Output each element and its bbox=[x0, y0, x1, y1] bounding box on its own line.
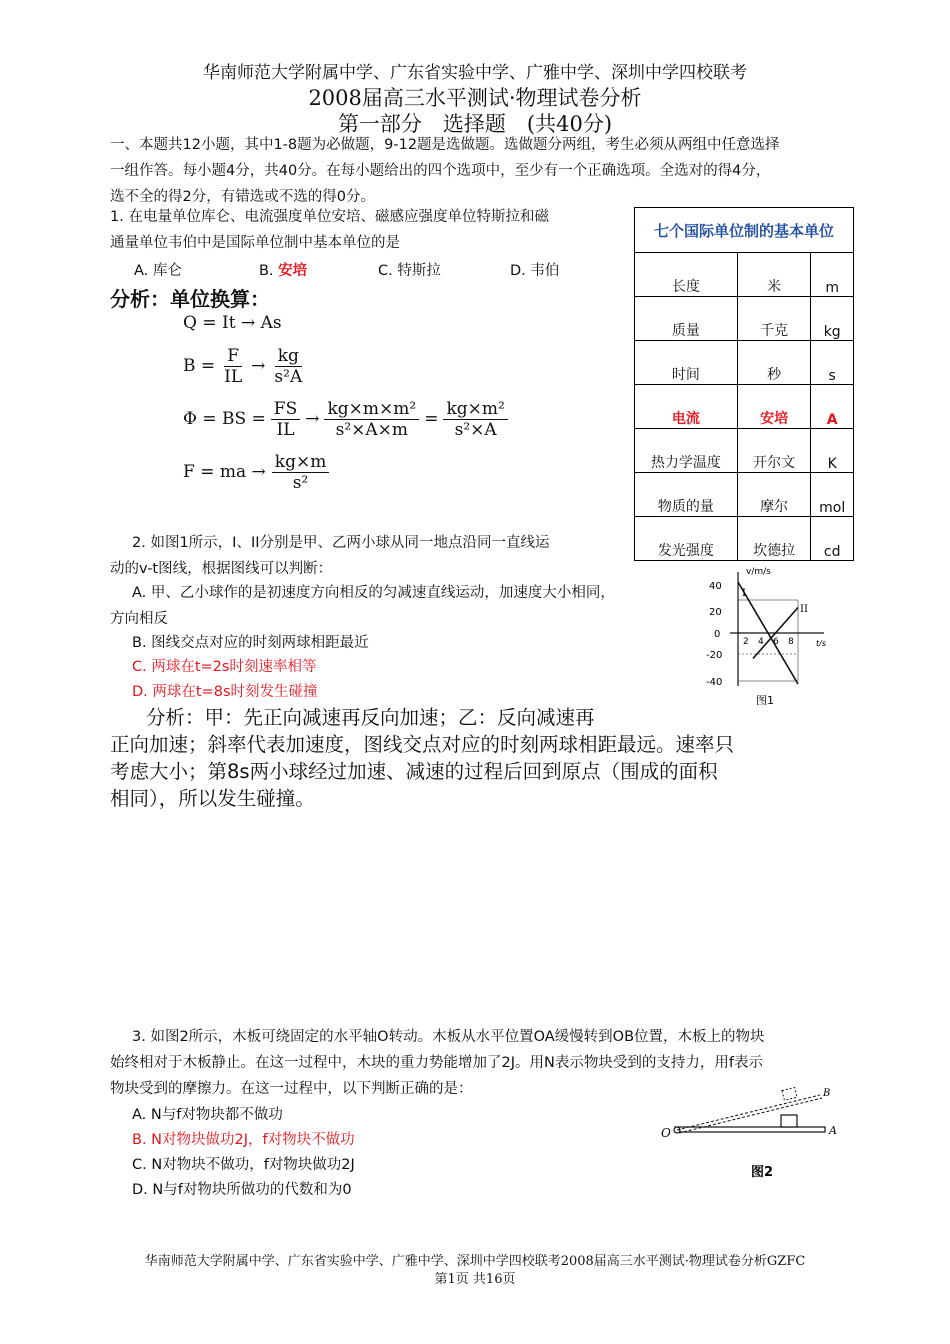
si-symbol: mol bbox=[811, 473, 854, 517]
formula-phi-num1: FS bbox=[271, 399, 300, 420]
formula-f bbox=[183, 447, 329, 497]
y-tick-label: 40 bbox=[709, 581, 722, 592]
si-quantity: 电流 bbox=[635, 385, 738, 429]
board-ob-edge bbox=[679, 1098, 822, 1133]
q3-option-b: B. N对物块做功2J，f对物块不做功 bbox=[132, 1132, 355, 1148]
question-1 bbox=[110, 204, 630, 256]
si-unit: 摩尔 bbox=[737, 473, 811, 517]
si-table-header-row bbox=[635, 208, 854, 253]
y-axis-label: v/m/s bbox=[746, 567, 771, 577]
page-number: 第1页 共16页 bbox=[434, 1272, 516, 1287]
si-symbol: s bbox=[811, 341, 854, 385]
formula-phi-den3: s²×A bbox=[454, 419, 497, 440]
y-tick-label: -40 bbox=[706, 677, 723, 688]
board-ob bbox=[677, 1095, 820, 1130]
y-tick-label: 0 bbox=[714, 629, 721, 640]
q2-option-a-line-1: A. 甲、乙小球作的是初速度方向相反的匀减速直线运动，加速度大小相同， bbox=[132, 585, 615, 601]
q1-line-1: 1. 在电量单位库仑、电流强度单位安培、磁感应强度单位特斯拉和磁 bbox=[110, 209, 549, 225]
formula-b-rfrac bbox=[271, 346, 305, 387]
intro-paragraph bbox=[110, 132, 870, 210]
q2-line-2: 动的v-t图线，根据图线可以判断： bbox=[110, 561, 333, 577]
si-table-title: 七个国际单位制的基本单位 bbox=[635, 208, 854, 253]
si-unit: 秒 bbox=[737, 341, 811, 385]
formula-b-den: IL bbox=[224, 366, 243, 387]
label-o: O bbox=[661, 1126, 671, 1140]
formula-b bbox=[183, 341, 305, 391]
si-quantity: 发光强度 bbox=[635, 517, 738, 561]
si-row bbox=[635, 517, 854, 561]
si-row bbox=[635, 341, 854, 385]
si-row bbox=[635, 253, 854, 297]
label-b: B bbox=[823, 1088, 831, 1099]
q1-line-2: 通量单位韦伯中是国际单位制中基本单位的是 bbox=[110, 235, 400, 251]
formula-phi-eq: = bbox=[424, 409, 439, 429]
q1-option-b bbox=[259, 259, 307, 280]
si-unit: 开尔文 bbox=[737, 429, 811, 473]
block bbox=[781, 1115, 797, 1127]
formula-b-rden: s²A bbox=[274, 366, 303, 387]
formula-b-arrow: → bbox=[251, 356, 266, 376]
si-symbol: kg bbox=[811, 297, 854, 341]
q2-option-d: D. 两球在t=8s时刻发生碰撞 bbox=[132, 684, 318, 700]
q1-option-c: C. 特斯拉 bbox=[378, 263, 441, 279]
x-tick-label: 4 bbox=[758, 637, 764, 647]
formula-phi-frac1 bbox=[271, 399, 300, 440]
q3-line-3: 物块受到的摩擦力。在这一过程中，以下判断正确的是： bbox=[110, 1081, 473, 1097]
formula-f-lhs: F = ma → bbox=[183, 462, 266, 482]
intro-line-1: 一、本题共12小题，其中1-8题为必做题，9-12题是选做题。选做题分两组，考生必须从两组中任意选择 bbox=[110, 137, 780, 153]
si-quantity: 长度 bbox=[635, 253, 738, 297]
si-row bbox=[635, 473, 854, 517]
si-unit: 安培 bbox=[737, 385, 811, 429]
si-symbol: K bbox=[811, 429, 854, 473]
si-unit: 千克 bbox=[737, 297, 811, 341]
q1-option-a: A. 库仑 bbox=[134, 263, 182, 279]
figure-2-board-diagram bbox=[655, 1080, 855, 1185]
formula-b-rnum: kg bbox=[275, 346, 302, 367]
q1-option-b-letter: B. bbox=[259, 263, 274, 279]
si-unit: 坎德拉 bbox=[737, 517, 811, 561]
q1-option-d: D. 韦伯 bbox=[510, 263, 560, 279]
q3-option-c: C. N对物块不做功，f对物块做功2J bbox=[132, 1157, 355, 1173]
q1-analysis-title: 分析：单位换算： bbox=[110, 287, 270, 311]
figure-1-vt-graph bbox=[700, 560, 840, 710]
si-quantity: 热力学温度 bbox=[635, 429, 738, 473]
si-units-table bbox=[634, 207, 854, 561]
question-2 bbox=[110, 530, 640, 582]
si-quantity: 物质的量 bbox=[635, 473, 738, 517]
x-tick-label: 6 bbox=[773, 637, 779, 647]
si-unit: 米 bbox=[737, 253, 811, 297]
q2-analysis-line-1: 分析：甲：先正向减速再反向加速；乙：反向减速再 bbox=[146, 706, 595, 729]
formula-phi-den1: IL bbox=[276, 419, 295, 440]
paper-title: 2008届高三水平测试·物理试卷分析 bbox=[308, 86, 642, 110]
q2-option-c: C. 两球在t=2s时刻速率相等 bbox=[132, 659, 317, 675]
section-title: 第一部分 选择题 (共40分) bbox=[337, 112, 613, 136]
intro-line-3: 选不全的得2分，有错选或不选的得0分。 bbox=[110, 189, 375, 205]
si-symbol: m bbox=[811, 253, 854, 297]
q2-analysis bbox=[110, 704, 870, 812]
formula-phi-frac3 bbox=[443, 399, 507, 440]
si-row-highlight bbox=[635, 385, 854, 429]
q2-option-b: B. 图线交点对应的时刻两球相距最近 bbox=[132, 635, 369, 651]
formula-b-lhs: B = bbox=[183, 356, 216, 376]
q2-analysis-line-4: 相同），所以发生碰撞。 bbox=[110, 787, 315, 810]
x-tick-label: 2 bbox=[743, 637, 749, 647]
si-symbol: A bbox=[811, 385, 854, 429]
si-quantity: 质量 bbox=[635, 297, 738, 341]
si-row bbox=[635, 297, 854, 341]
intro-line-2: 一组作答。每小题4分，共40分。在每小题给出的四个选项中，至少有一个正确选项。全选对的得4分， bbox=[110, 163, 771, 179]
q3-line-1: 3. 如图2所示，木板可绕固定的水平轴O转动。木板从水平位置OA缓慢转到OB位置，木板上的物块 bbox=[132, 1029, 765, 1045]
y-tick-label: -20 bbox=[706, 650, 723, 661]
formula-b-num: F bbox=[224, 346, 242, 367]
line-i-label: I bbox=[742, 588, 746, 599]
line-ii-label: II bbox=[800, 604, 808, 615]
formula-phi-den2: s²×A×m bbox=[335, 419, 409, 440]
x-tick-label: 8 bbox=[788, 637, 794, 647]
formula-f-den: s² bbox=[292, 472, 309, 493]
si-quantity: 时间 bbox=[635, 341, 738, 385]
q2-analysis-line-2: 正向加速；斜率代表加速度，图线交点对应的时刻两球相距最远。速率只 bbox=[110, 733, 735, 756]
x-axis-label: t/s bbox=[816, 639, 826, 648]
figure-2-caption: 图2 bbox=[751, 1165, 774, 1180]
formula-phi-arrow: → bbox=[305, 409, 320, 429]
formula-phi-frac2 bbox=[324, 399, 419, 440]
q2-option-a bbox=[110, 580, 700, 632]
q2-option-a-line-2: 方向相反 bbox=[110, 611, 168, 627]
formula-q: Q = It → As bbox=[183, 313, 282, 333]
board-oa bbox=[675, 1127, 825, 1132]
q3-line-2: 始终相对于木板静止。在这一过程中，木块的重力势能增加了2J。用N表示物块受到的支持力，用f表示 bbox=[110, 1055, 763, 1071]
footer-line-1: 华南师范大学附属中学、广东省实验中学、广雅中学、深圳中学四校联考2008届高三水平测试·物理试卷分析GZFC bbox=[144, 1254, 806, 1269]
label-a: A bbox=[829, 1124, 837, 1137]
formula-phi-num3: kg×m² bbox=[443, 399, 507, 420]
block-on-ob bbox=[782, 1087, 797, 1100]
y-tick-label: 20 bbox=[709, 607, 722, 618]
formula-f-frac bbox=[272, 452, 330, 493]
si-row bbox=[635, 429, 854, 473]
formula-phi bbox=[183, 394, 508, 444]
figure-1-caption: 图1 bbox=[756, 694, 774, 707]
q2-line-1: 2. 如图1所示，I、II分别是甲、乙两小球从同一地点沿同一直线运 bbox=[132, 535, 550, 551]
si-symbol: cd bbox=[811, 517, 854, 561]
q3-option-a: A. N与f对物块都不做功 bbox=[132, 1107, 283, 1123]
header-line-1: 华南师范大学附属中学、广东省实验中学、广雅中学、深圳中学四校联考 bbox=[203, 63, 747, 83]
formula-phi-num2: kg×m×m² bbox=[324, 399, 419, 420]
formula-f-num: kg×m bbox=[272, 452, 330, 473]
q3-option-d: D. N与f对物块所做功的代数和为0 bbox=[132, 1182, 352, 1198]
q1-option-b-answer: 安培 bbox=[278, 263, 308, 279]
formula-b-frac bbox=[221, 346, 245, 387]
q2-analysis-line-3: 考虑大小；第8s两小球经过加速、减速的过程后回到原点（围成的面积 bbox=[110, 760, 718, 783]
formula-phi-lhs: Φ = BS = bbox=[183, 409, 266, 429]
